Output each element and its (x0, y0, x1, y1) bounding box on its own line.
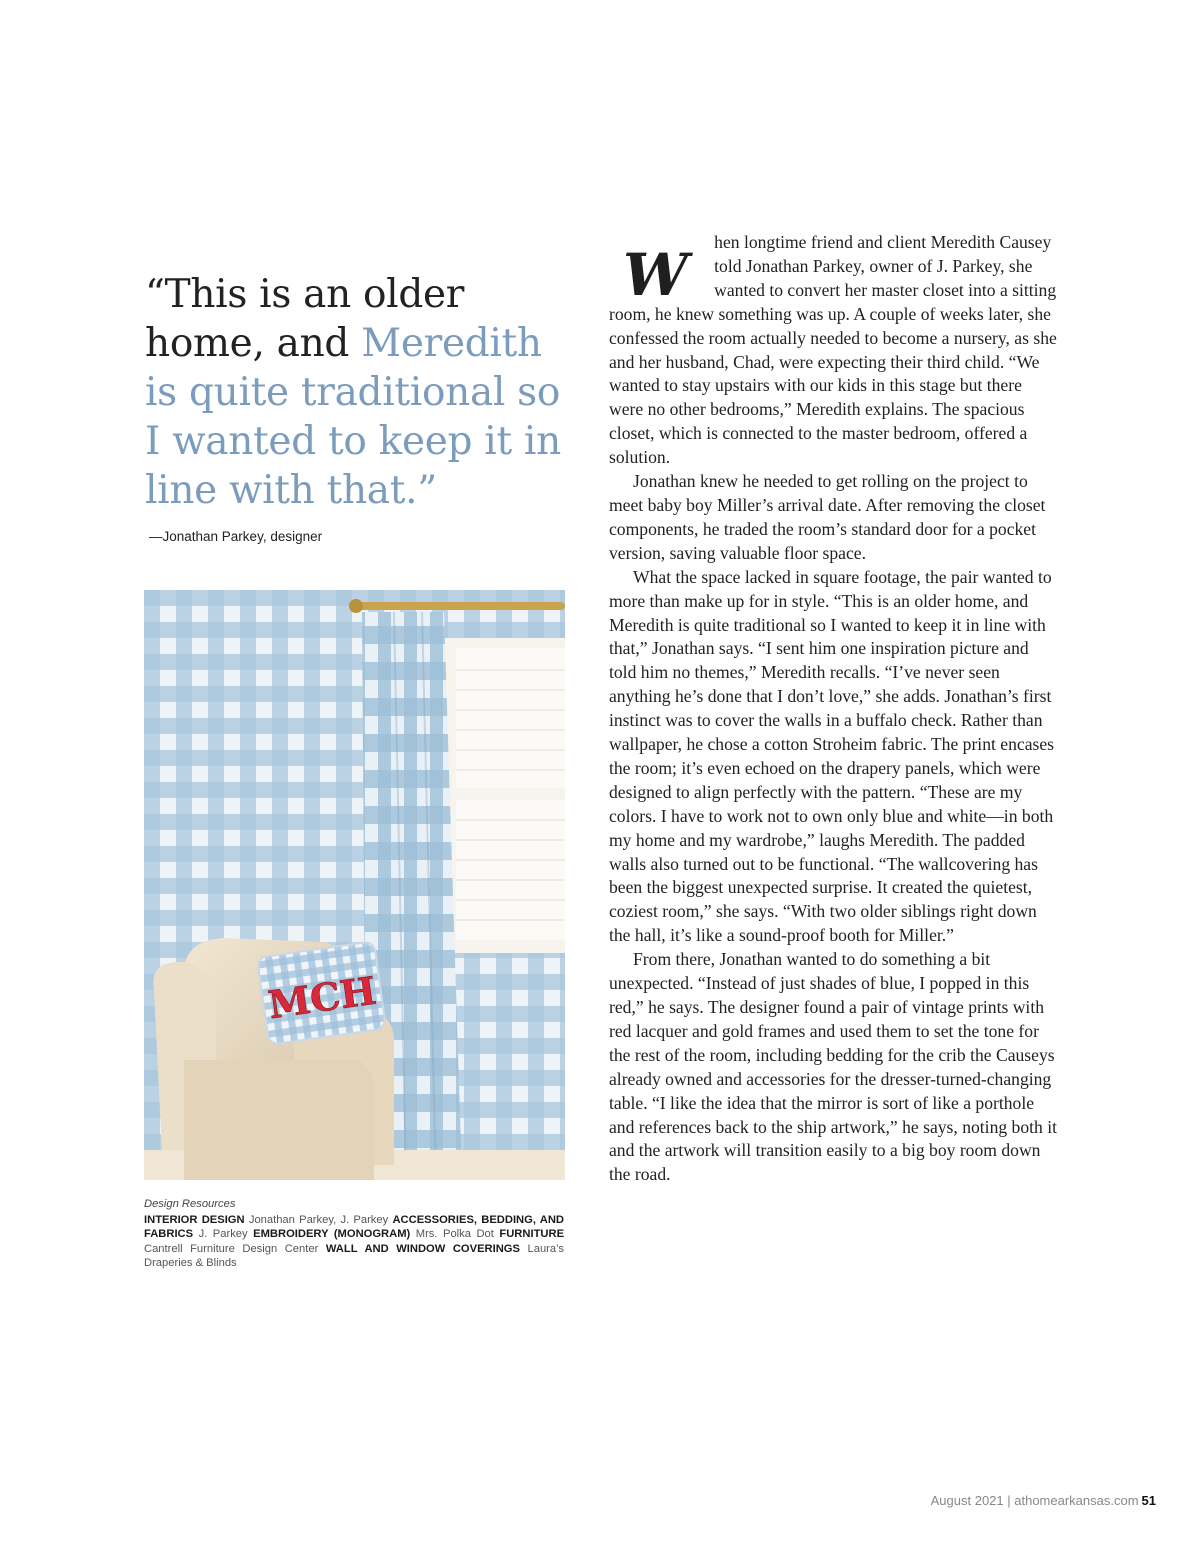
resource-category: INTERIOR DESIGN (144, 1213, 245, 1226)
monogram-pillow (257, 941, 386, 1045)
resource-value: Cantrell Furniture Design Center (144, 1242, 319, 1255)
pull-quote-accent-text: Meredith is quite traditional so I wanted to keep it in line with that.” (145, 321, 561, 513)
footer-text: August 2021 | athomearkansas.com (930, 1493, 1139, 1508)
drop-cap: W (623, 241, 689, 309)
pillow-monogram: MCH (265, 967, 379, 1028)
nursery-photo (144, 590, 565, 1180)
page-number: 51 (1141, 1493, 1156, 1508)
window-pane (456, 648, 565, 788)
article-paragraph-text: hen longtime friend and client Meredith Causey told Jonathan Parkey, owner of J. Parkey, she wanted to convert her master closet into a sitting room, he knew something was up. A couple of weeks later, she confessed the room actually needed to become a nursery, as she and her husband, Chad, were expecting their third child. “We wanted to stay upstairs with our kids in this stage but there were no other bedrooms,” Meredith explains. The spacious closet, which is connected to the master bedroom, offered a solution. (609, 232, 1057, 468)
article-body (609, 231, 1059, 1187)
resource-category: ACCESSORIES, BEDDING, AND FABRICS (144, 1213, 565, 1241)
curtain-rod (350, 602, 565, 610)
article-paragraph: Jonathan knew he needed to get rolling on the project to meet baby boy Miller’s arrival date. After removing the closet components, he traded the room’s standard door for a pocket version, saving valuable floor space. (609, 471, 1046, 563)
resource-category: FURNITURE (499, 1228, 565, 1241)
resource-category: EMBROIDERY (MONOGRAM) (253, 1228, 411, 1241)
resource-value: J. Parkey (198, 1228, 248, 1241)
quote-attribution: —Jonathan Parkey, designer (149, 529, 323, 544)
resource-value: Mrs. Polka Dot (415, 1228, 494, 1241)
window-pane (456, 800, 565, 940)
article-paragraph (609, 231, 1059, 470)
design-resources-title: Design Resources (144, 1198, 236, 1210)
curtain-rod-finial (349, 599, 363, 613)
pull-quote (145, 270, 575, 515)
page-footer (931, 1493, 1156, 1508)
resource-value: Jonathan Parkey, J. Parkey (248, 1213, 389, 1226)
design-resources-list (144, 1213, 564, 1271)
article-paragraph: What the space lacked in square footage, the pair wanted to more than make up for in style. “This is an older home, and Meredith is quite traditional so I wanted to keep it in line with that,” Jonathan says. “I sent him one inspiration picture and told him no themes,” Meredith recalls. “I’ve never seen anything he’s done that I don’t love,” she adds. Jonathan’s first instinct was to cover the walls in a buffalo check. Rather than wallpaper, he chose a cotton Stroheim fabric. The print encases the room; it’s even echoed on the drapery panels, which were designed to align perfectly with the pattern. “These are my colors. I have to work not to own only blue and white—in both my home and my wardrobe,” laughs Meredith. The padded walls also turned out to be functional. “The wallcovering has been the biggest unexpected surprise. It created the quietest, coziest room,” she says. “With two older siblings right down the hall, it’s like a sound-proof booth for Miller.” (609, 566, 1055, 946)
design-resources (144, 1197, 564, 1271)
resource-category: WALL AND WINDOW COVERINGS (325, 1242, 520, 1255)
armchair-seat (184, 1060, 374, 1180)
resource-value: Laura’s Draperies & Blinds (144, 1242, 564, 1270)
pull-quote-text: “This is an older home, and (145, 272, 465, 366)
article-paragraph: From there, Jonathan wanted to do something a bit unexpected. “Instead of just shades of blue, I popped in this red,” he says. The designer found a pair of vintage prints with red lacquer and gold frames and used them to set the tone for the rest of the room, including bedding for the crib the Causeys already owned and accessories for the dresser-turned-changing table. “I like the idea that the mirror is sort of like a porthole and references back to the ship artwork,” he says, noting both it and the artwork will transition easily to a big boy room down the road. (609, 949, 1058, 1185)
